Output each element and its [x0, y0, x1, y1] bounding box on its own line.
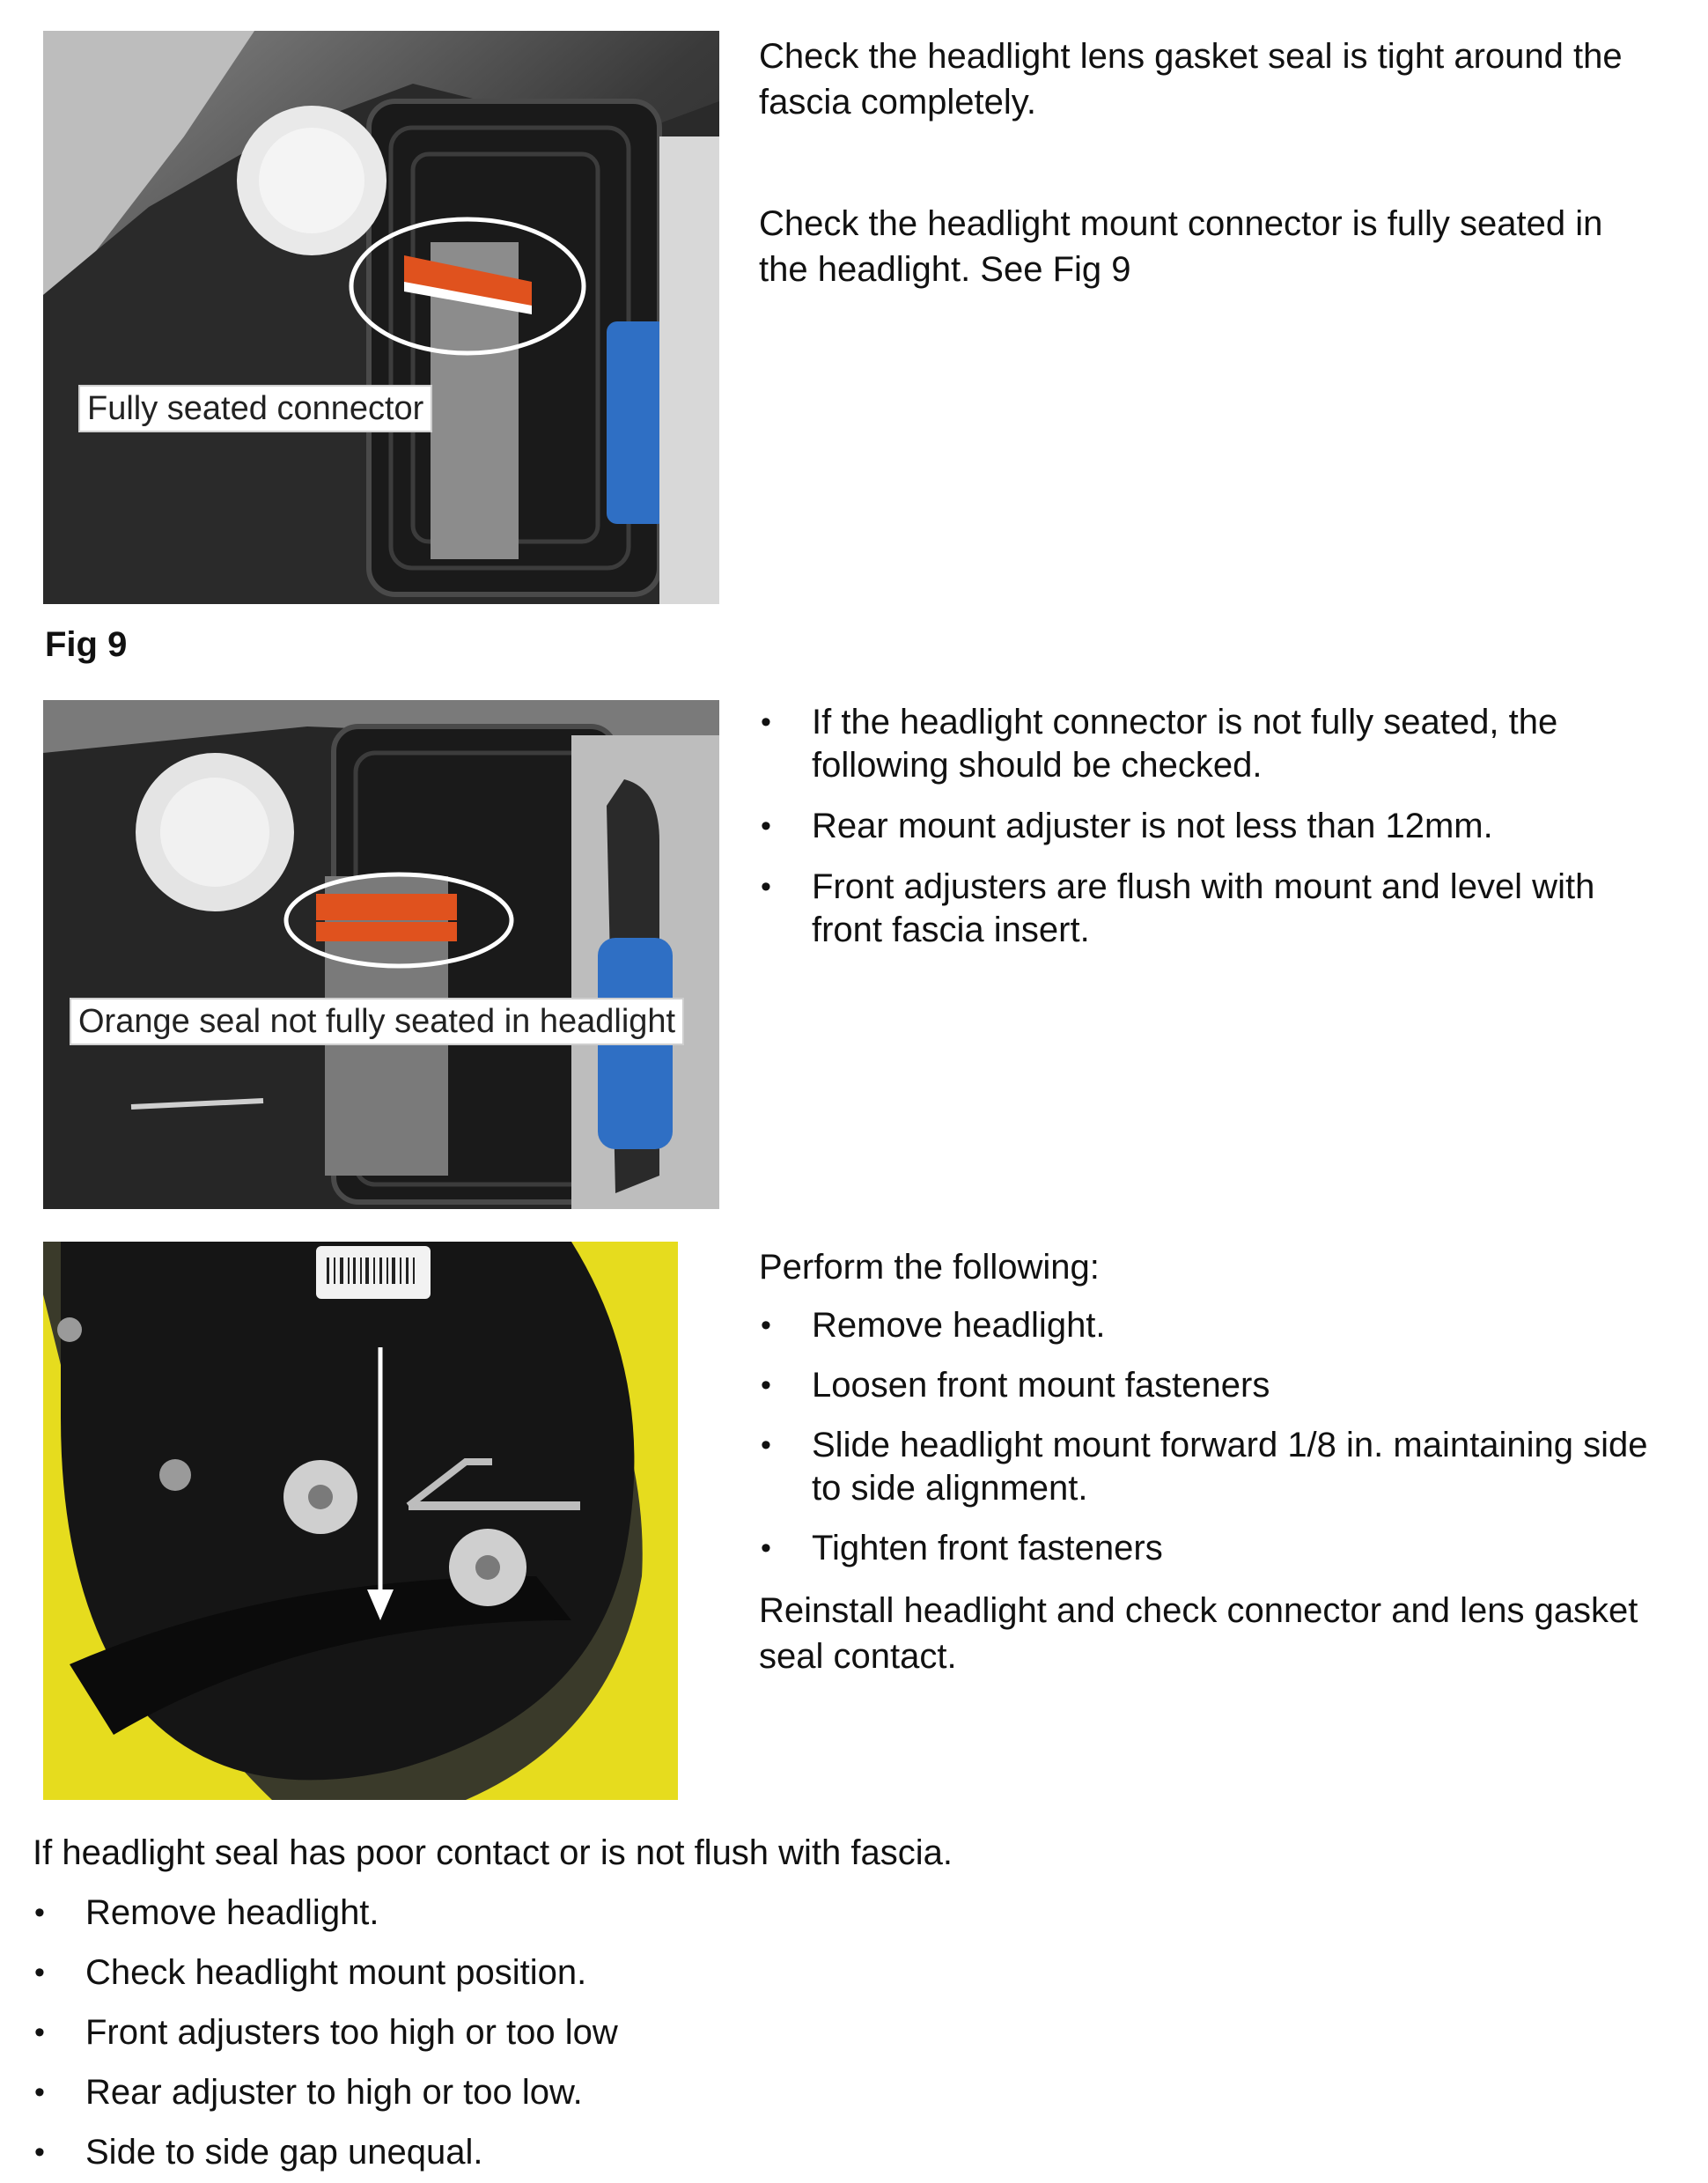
adjustment-steps-list — [759, 1304, 1657, 1570]
photo-callout: Fully seated connector — [78, 385, 432, 432]
list-item: • Remove headlight. — [34, 1893, 379, 1932]
connector-seated-instruction: Check the headlight mount connector is fully seated in the headlight. See Fig 9 — [759, 204, 1603, 289]
list-item: • If the headlight connector is not fully seated, the following should be checked. — [761, 703, 1558, 785]
list-item: • Rear adjuster to high or too low. — [34, 2073, 583, 2112]
connector-check-list — [759, 701, 1657, 952]
list-item: • Rear mount adjuster is not less than 12mm. — [761, 807, 1493, 845]
list-item: • Front adjusters are flush with mount and level with front fascia insert. — [761, 867, 1595, 949]
list-item: • Remove headlight. — [761, 1306, 1106, 1345]
list-item: • Check headlight mount position. — [34, 1953, 587, 1992]
photo-fully-seated-connector — [43, 31, 719, 604]
reinstall-instruction: Reinstall headlight and check connector and lens gasket seal contact. — [759, 1591, 1638, 1676]
photo-callout: Orange seal not fully seated in headlight — [70, 998, 684, 1045]
photo-seal-not-seated — [43, 700, 719, 1209]
photo-headlight-mount — [43, 1242, 678, 1800]
poor-contact-heading: If headlight seal has poor contact or is not flush with fascia. — [33, 1833, 953, 1872]
list-item: • Tighten front fasteners — [761, 1529, 1163, 1567]
poor-contact-checklist — [33, 1892, 1617, 2174]
list-item: • Front adjusters too high or too low — [34, 2013, 618, 2052]
list-item: • Slide headlight mount forward 1/8 in. maintaining side to side alignment. — [761, 1426, 1648, 1508]
perform-following-heading: Perform the following: — [759, 1248, 1100, 1287]
lens-gasket-instruction: Check the headlight lens gasket seal is tight around the fascia completely. — [759, 37, 1623, 122]
list-item: • Side to side gap unequal. — [34, 2133, 483, 2172]
figure-label: Fig 9 — [45, 625, 128, 664]
list-item: • Loosen front mount fasteners — [761, 1366, 1270, 1405]
